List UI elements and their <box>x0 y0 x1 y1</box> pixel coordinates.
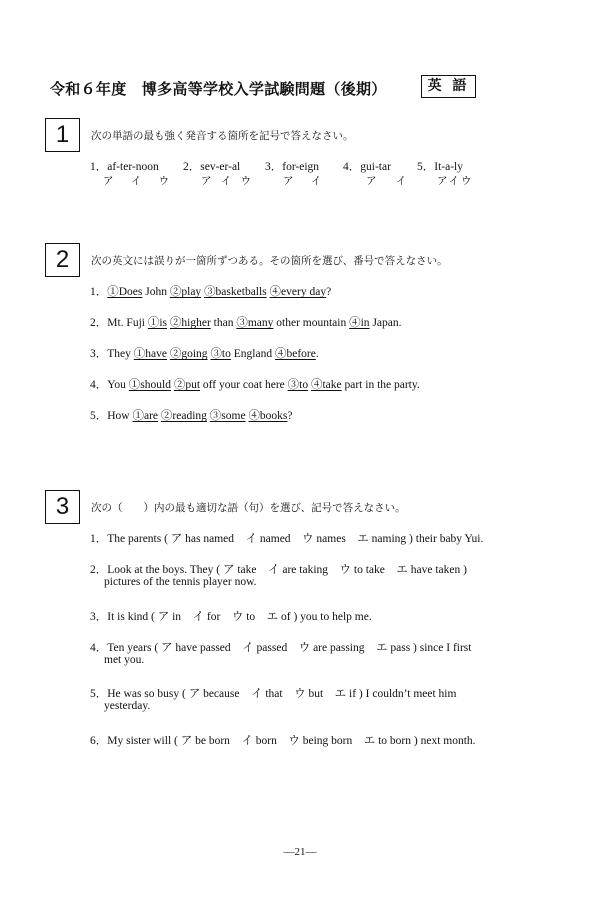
subject-box: 英 語 <box>421 75 476 98</box>
page-number: ―21― <box>283 846 317 858</box>
choice-question-3: 3．It is kind ( ア in イ for ウ to エ of ) you to help me. <box>90 611 372 623</box>
choice-question-6: 6．My sister will ( ア be born イ born ウ being born エ to born ) next month. <box>90 735 476 747</box>
section-1-instruction: 次の単語の最も強く発音する箇所を記号で答えなさい。 <box>91 130 354 142</box>
word-3: 3．for-eign <box>265 161 320 173</box>
word-1: 1．af-ter-noon <box>90 161 159 173</box>
choice-question-1: 1．The parents ( ア has named イ named ウ names エ naming ) their baby Yui. <box>90 533 484 545</box>
word-3-syllable-marks: ア イ <box>283 175 322 187</box>
choice-question-5-cont: yesterday. <box>104 700 151 712</box>
word-2-syllable-marks: ア イ ウ <box>201 175 252 187</box>
section-2-instruction: 次の英文には誤りが一箇所ずつある。その箇所を選び、番号で答えなさい。 <box>91 255 448 267</box>
word-4: 4．gui-tar <box>343 161 391 173</box>
section-1-number: 1 <box>45 118 80 152</box>
section-3-instruction: 次の（ ）内の最も適切な語（句）を選び、記号で答えなさい。 <box>91 502 406 514</box>
choice-question-2: 2．Look at the boys. They ( ア take イ are taking ウ to take エ have taken ) <box>90 564 467 576</box>
error-question-1: 1．①Does John ②play ③basketballs ④every day? <box>90 286 332 298</box>
exam-title: 令和６年度 博多高等学校入学試験問題（後期） <box>50 80 387 98</box>
choice-question-2-cont: pictures of the tennis player now. <box>104 576 257 588</box>
choice-question-4-cont: met you. <box>104 654 145 666</box>
choice-question-5: 5．He was so busy ( ア because イ that ウ but エ if ) I couldn’t meet him <box>90 688 457 700</box>
error-question-3: 3．They ①have ②going ③to England ④before. <box>90 348 319 360</box>
error-question-4: 4．You ①should ②put off your coat here ③to ④take part in the party. <box>90 379 420 391</box>
section-2-number: 2 <box>45 243 80 277</box>
section-3-number: 3 <box>45 490 80 524</box>
word-4-syllable-marks: ア イ <box>366 175 407 187</box>
word-2: 2．sev-er-al <box>183 161 241 173</box>
word-5-syllable-marks: アイウ <box>437 175 474 187</box>
choice-question-4: 4．Ten years ( ア have passed イ passed ウ are passing エ pass ) since I first <box>90 642 472 654</box>
word-1-syllable-marks: ア イ ウ <box>103 175 170 187</box>
error-question-5: 5．How ①are ②reading ③some ④books? <box>90 410 293 422</box>
error-question-2: 2．Mt. Fuji ①is ②higher than ③many other mountain ④in Japan. <box>90 317 402 329</box>
word-5: 5．It-a-ly <box>417 161 463 173</box>
